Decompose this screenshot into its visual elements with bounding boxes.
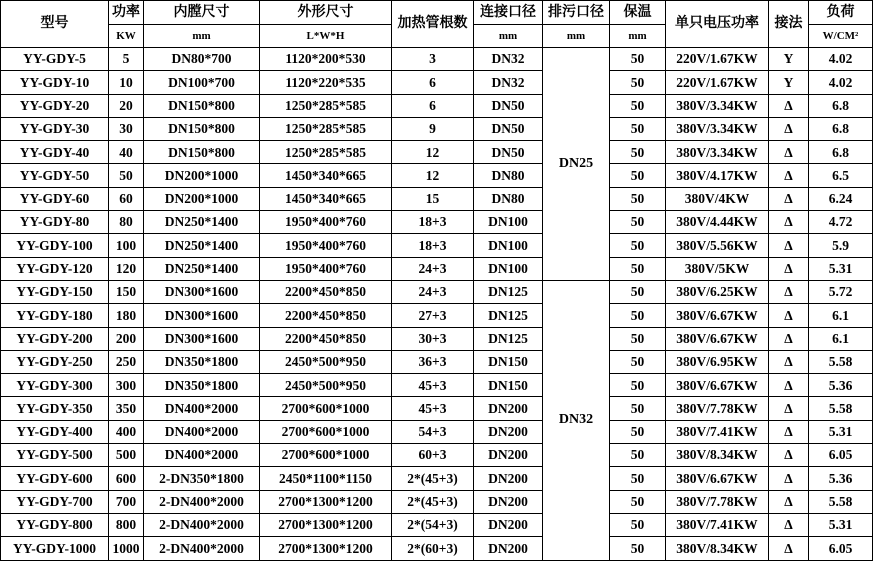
cell-tube-count: 3 xyxy=(392,48,474,71)
cell-tube-count: 18+3 xyxy=(392,211,474,234)
cell-load: 4.02 xyxy=(809,71,873,94)
cell-conn-size: DN80 xyxy=(474,187,543,210)
cell-load: 6.5 xyxy=(809,164,873,187)
cell-tube-count: 45+3 xyxy=(392,374,474,397)
cell-outer-size: 2700*1300*1200 xyxy=(260,513,392,536)
cell-power: 200 xyxy=(109,327,144,350)
cell-tube-count: 2*(54+3) xyxy=(392,513,474,536)
cell-unit-voltage-power: 380V/8.34KW xyxy=(666,537,769,560)
cell-load: 5.58 xyxy=(809,490,873,513)
cell-conn-size: DN50 xyxy=(474,94,543,117)
cell-load: 6.1 xyxy=(809,304,873,327)
cell-model: YY-GDY-100 xyxy=(1,234,109,257)
table-row xyxy=(1,537,873,560)
cell-power: 500 xyxy=(109,444,144,467)
table-row xyxy=(1,350,873,373)
cell-load: 5.31 xyxy=(809,420,873,443)
cell-conn-size: DN150 xyxy=(474,350,543,373)
cell-load: 5.31 xyxy=(809,257,873,280)
cell-load: 6.8 xyxy=(809,141,873,164)
cell-wiring: Δ xyxy=(769,374,809,397)
header-load: 负荷 xyxy=(809,1,873,25)
cell-unit-voltage-power: 380V/6.25KW xyxy=(666,280,769,303)
cell-outer-size: 2700*600*1000 xyxy=(260,444,392,467)
cell-insulation: 50 xyxy=(610,490,666,513)
cell-insulation: 50 xyxy=(610,187,666,210)
table-row xyxy=(1,397,873,420)
cell-insulation: 50 xyxy=(610,117,666,140)
cell-load: 5.9 xyxy=(809,234,873,257)
cell-unit-voltage-power: 380V/7.78KW xyxy=(666,490,769,513)
cell-outer-size: 2450*500*950 xyxy=(260,374,392,397)
cell-power: 60 xyxy=(109,187,144,210)
cell-tube-count: 24+3 xyxy=(392,257,474,280)
cell-model: YY-GDY-10 xyxy=(1,71,109,94)
cell-outer-size: 1950*400*760 xyxy=(260,234,392,257)
cell-load: 5.58 xyxy=(809,397,873,420)
cell-inner-size: DN350*1800 xyxy=(144,374,260,397)
table-row xyxy=(1,490,873,513)
cell-tube-count: 36+3 xyxy=(392,350,474,373)
cell-power: 30 xyxy=(109,117,144,140)
cell-wiring: Δ xyxy=(769,444,809,467)
cell-conn-size: DN200 xyxy=(474,420,543,443)
cell-model: YY-GDY-500 xyxy=(1,444,109,467)
cell-load: 6.05 xyxy=(809,537,873,560)
cell-wiring: Δ xyxy=(769,350,809,373)
header-model: 型号 xyxy=(1,1,109,48)
cell-power: 300 xyxy=(109,374,144,397)
table-row xyxy=(1,444,873,467)
cell-model: YY-GDY-250 xyxy=(1,350,109,373)
cell-tube-count: 2*(45+3) xyxy=(392,467,474,490)
cell-power: 40 xyxy=(109,141,144,164)
header-insul: 保温 xyxy=(610,1,666,25)
cell-power: 20 xyxy=(109,94,144,117)
cell-load: 5.36 xyxy=(809,374,873,397)
header-tubes: 加热管根数 xyxy=(392,1,474,48)
unit-conn: mm xyxy=(474,25,543,48)
cell-power: 600 xyxy=(109,467,144,490)
cell-tube-count: 2*(60+3) xyxy=(392,537,474,560)
cell-model: YY-GDY-1000 xyxy=(1,537,109,560)
cell-wiring: Δ xyxy=(769,257,809,280)
cell-inner-size: DN250*1400 xyxy=(144,257,260,280)
cell-insulation: 50 xyxy=(610,374,666,397)
cell-wiring: Δ xyxy=(769,164,809,187)
cell-insulation: 50 xyxy=(610,420,666,443)
cell-outer-size: 2700*1300*1200 xyxy=(260,490,392,513)
header-drain: 排污口径 xyxy=(543,1,610,25)
cell-power: 5 xyxy=(109,48,144,71)
cell-insulation: 50 xyxy=(610,234,666,257)
cell-outer-size: 1120*220*535 xyxy=(260,71,392,94)
cell-outer-size: 2200*450*850 xyxy=(260,280,392,303)
cell-unit-voltage-power: 380V/4.17KW xyxy=(666,164,769,187)
cell-unit-voltage-power: 380V/6.67KW xyxy=(666,304,769,327)
cell-unit-voltage-power: 380V/5KW xyxy=(666,257,769,280)
cell-insulation: 50 xyxy=(610,327,666,350)
cell-wiring: Δ xyxy=(769,397,809,420)
cell-unit-voltage-power: 380V/6.67KW xyxy=(666,467,769,490)
cell-model: YY-GDY-150 xyxy=(1,280,109,303)
cell-load: 5.36 xyxy=(809,467,873,490)
cell-insulation: 50 xyxy=(610,444,666,467)
table-row xyxy=(1,71,873,94)
cell-unit-voltage-power: 220V/1.67KW xyxy=(666,48,769,71)
cell-insulation: 50 xyxy=(610,513,666,536)
cell-power: 80 xyxy=(109,211,144,234)
cell-model: YY-GDY-60 xyxy=(1,187,109,210)
cell-model: YY-GDY-50 xyxy=(1,164,109,187)
cell-insulation: 50 xyxy=(610,304,666,327)
cell-tube-count: 54+3 xyxy=(392,420,474,443)
cell-inner-size: DN300*1600 xyxy=(144,280,260,303)
cell-model: YY-GDY-5 xyxy=(1,48,109,71)
cell-load: 4.72 xyxy=(809,211,873,234)
cell-wiring: Δ xyxy=(769,304,809,327)
cell-conn-size: DN50 xyxy=(474,141,543,164)
table-body xyxy=(1,48,873,561)
table-row xyxy=(1,304,873,327)
cell-conn-size: DN100 xyxy=(474,211,543,234)
table-row xyxy=(1,48,873,71)
cell-wiring: Δ xyxy=(769,327,809,350)
cell-insulation: 50 xyxy=(610,397,666,420)
cell-power: 180 xyxy=(109,304,144,327)
cell-power: 1000 xyxy=(109,537,144,560)
cell-conn-size: DN125 xyxy=(474,327,543,350)
cell-power: 250 xyxy=(109,350,144,373)
cell-wiring: Y xyxy=(769,48,809,71)
cell-load: 5.31 xyxy=(809,513,873,536)
cell-power: 50 xyxy=(109,164,144,187)
cell-inner-size: 2-DN400*2000 xyxy=(144,490,260,513)
unit-power: KW xyxy=(109,25,144,48)
cell-conn-size: DN200 xyxy=(474,513,543,536)
cell-inner-size: DN250*1400 xyxy=(144,211,260,234)
table-row xyxy=(1,211,873,234)
cell-unit-voltage-power: 380V/6.67KW xyxy=(666,374,769,397)
cell-unit-voltage-power: 220V/1.67KW xyxy=(666,71,769,94)
cell-outer-size: 1950*400*760 xyxy=(260,211,392,234)
unit-load: W/CM² xyxy=(809,25,873,48)
cell-outer-size: 1450*340*665 xyxy=(260,164,392,187)
header-power: 功率 xyxy=(109,1,144,25)
cell-inner-size: DN400*2000 xyxy=(144,444,260,467)
cell-inner-size: DN350*1800 xyxy=(144,350,260,373)
cell-outer-size: 1250*285*585 xyxy=(260,117,392,140)
cell-insulation: 50 xyxy=(610,257,666,280)
cell-model: YY-GDY-30 xyxy=(1,117,109,140)
cell-power: 100 xyxy=(109,234,144,257)
cell-wiring: Δ xyxy=(769,280,809,303)
cell-wiring: Δ xyxy=(769,490,809,513)
table-row xyxy=(1,374,873,397)
cell-model: YY-GDY-800 xyxy=(1,513,109,536)
cell-inner-size: DN150*800 xyxy=(144,117,260,140)
cell-unit-voltage-power: 380V/7.41KW xyxy=(666,513,769,536)
cell-wiring: Δ xyxy=(769,420,809,443)
cell-inner-size: DN150*800 xyxy=(144,141,260,164)
cell-conn-size: DN125 xyxy=(474,304,543,327)
cell-conn-size: DN200 xyxy=(474,537,543,560)
cell-outer-size: 1450*340*665 xyxy=(260,187,392,210)
unit-inner: mm xyxy=(144,25,260,48)
cell-drain-size: DN32 xyxy=(543,280,610,560)
cell-load: 6.24 xyxy=(809,187,873,210)
cell-insulation: 50 xyxy=(610,94,666,117)
cell-unit-voltage-power: 380V/5.56KW xyxy=(666,234,769,257)
cell-drain-size: DN25 xyxy=(543,48,610,281)
unit-drain: mm xyxy=(543,25,610,48)
cell-inner-size: DN200*1000 xyxy=(144,164,260,187)
table-row xyxy=(1,164,873,187)
cell-wiring: Δ xyxy=(769,211,809,234)
cell-unit-voltage-power: 380V/6.67KW xyxy=(666,327,769,350)
cell-model: YY-GDY-400 xyxy=(1,420,109,443)
cell-wiring: Δ xyxy=(769,94,809,117)
cell-wiring: Δ xyxy=(769,513,809,536)
cell-wiring: Δ xyxy=(769,141,809,164)
header-inner: 内膛尺寸 xyxy=(144,1,260,25)
table-row xyxy=(1,467,873,490)
cell-inner-size: DN400*2000 xyxy=(144,420,260,443)
cell-conn-size: DN80 xyxy=(474,164,543,187)
cell-outer-size: 2200*450*850 xyxy=(260,304,392,327)
cell-model: YY-GDY-20 xyxy=(1,94,109,117)
cell-inner-size: DN300*1600 xyxy=(144,327,260,350)
cell-conn-size: DN150 xyxy=(474,374,543,397)
cell-inner-size: 2-DN400*2000 xyxy=(144,537,260,560)
table-row xyxy=(1,234,873,257)
cell-model: YY-GDY-120 xyxy=(1,257,109,280)
table-row xyxy=(1,280,873,303)
cell-power: 350 xyxy=(109,397,144,420)
cell-insulation: 50 xyxy=(610,350,666,373)
cell-unit-voltage-power: 380V/3.34KW xyxy=(666,94,769,117)
cell-wiring: Δ xyxy=(769,537,809,560)
cell-insulation: 50 xyxy=(610,280,666,303)
cell-tube-count: 15 xyxy=(392,187,474,210)
cell-model: YY-GDY-600 xyxy=(1,467,109,490)
cell-unit-voltage-power: 380V/7.41KW xyxy=(666,420,769,443)
table-row xyxy=(1,257,873,280)
cell-insulation: 50 xyxy=(610,211,666,234)
cell-tube-count: 24+3 xyxy=(392,280,474,303)
table-row xyxy=(1,513,873,536)
cell-load: 6.1 xyxy=(809,327,873,350)
table-row xyxy=(1,420,873,443)
cell-conn-size: DN125 xyxy=(474,280,543,303)
cell-unit-voltage-power: 380V/8.34KW xyxy=(666,444,769,467)
cell-inner-size: DN300*1600 xyxy=(144,304,260,327)
cell-outer-size: 2700*1300*1200 xyxy=(260,537,392,560)
cell-model: YY-GDY-40 xyxy=(1,141,109,164)
cell-wiring: Δ xyxy=(769,234,809,257)
cell-outer-size: 1250*285*585 xyxy=(260,94,392,117)
cell-tube-count: 2*(45+3) xyxy=(392,490,474,513)
header-conn: 连接口径 xyxy=(474,1,543,25)
cell-conn-size: DN200 xyxy=(474,397,543,420)
cell-outer-size: 1250*285*585 xyxy=(260,141,392,164)
cell-inner-size: DN150*800 xyxy=(144,94,260,117)
cell-model: YY-GDY-350 xyxy=(1,397,109,420)
cell-conn-size: DN32 xyxy=(474,48,543,71)
table-row xyxy=(1,327,873,350)
cell-unit-voltage-power: 380V/6.95KW xyxy=(666,350,769,373)
cell-tube-count: 12 xyxy=(392,141,474,164)
cell-unit-voltage-power: 380V/4KW xyxy=(666,187,769,210)
cell-insulation: 50 xyxy=(610,164,666,187)
cell-power: 700 xyxy=(109,490,144,513)
header-wiring: 接法 xyxy=(769,1,809,48)
cell-insulation: 50 xyxy=(610,71,666,94)
header-outer: 外形尺寸 xyxy=(260,1,392,25)
cell-insulation: 50 xyxy=(610,141,666,164)
cell-power: 150 xyxy=(109,280,144,303)
cell-model: YY-GDY-80 xyxy=(1,211,109,234)
cell-inner-size: DN200*1000 xyxy=(144,187,260,210)
cell-conn-size: DN200 xyxy=(474,490,543,513)
cell-unit-voltage-power: 380V/7.78KW xyxy=(666,397,769,420)
cell-outer-size: 2450*500*950 xyxy=(260,350,392,373)
cell-wiring: Δ xyxy=(769,467,809,490)
cell-unit-voltage-power: 380V/3.34KW xyxy=(666,117,769,140)
cell-power: 10 xyxy=(109,71,144,94)
cell-tube-count: 12 xyxy=(392,164,474,187)
cell-power: 800 xyxy=(109,513,144,536)
cell-inner-size: DN80*700 xyxy=(144,48,260,71)
cell-conn-size: DN200 xyxy=(474,467,543,490)
cell-tube-count: 9 xyxy=(392,117,474,140)
cell-tube-count: 27+3 xyxy=(392,304,474,327)
table-row xyxy=(1,187,873,210)
cell-load: 6.05 xyxy=(809,444,873,467)
table-row xyxy=(1,141,873,164)
cell-load: 4.02 xyxy=(809,48,873,71)
cell-power: 120 xyxy=(109,257,144,280)
cell-wiring: Δ xyxy=(769,117,809,140)
header-unit: 单只电压功率 xyxy=(666,1,769,48)
cell-outer-size: 2700*600*1000 xyxy=(260,397,392,420)
cell-tube-count: 18+3 xyxy=(392,234,474,257)
cell-conn-size: DN50 xyxy=(474,117,543,140)
cell-tube-count: 60+3 xyxy=(392,444,474,467)
cell-conn-size: DN200 xyxy=(474,444,543,467)
cell-tube-count: 45+3 xyxy=(392,397,474,420)
cell-insulation: 50 xyxy=(610,467,666,490)
cell-load: 6.8 xyxy=(809,94,873,117)
unit-insul: mm xyxy=(610,25,666,48)
cell-conn-size: DN32 xyxy=(474,71,543,94)
cell-tube-count: 6 xyxy=(392,71,474,94)
cell-model: YY-GDY-300 xyxy=(1,374,109,397)
cell-outer-size: 2200*450*850 xyxy=(260,327,392,350)
cell-load: 6.8 xyxy=(809,117,873,140)
cell-tube-count: 6 xyxy=(392,94,474,117)
cell-inner-size: 2-DN400*2000 xyxy=(144,513,260,536)
cell-insulation: 50 xyxy=(610,48,666,71)
cell-unit-voltage-power: 380V/3.34KW xyxy=(666,141,769,164)
cell-conn-size: DN100 xyxy=(474,234,543,257)
cell-model: YY-GDY-180 xyxy=(1,304,109,327)
cell-wiring: Δ xyxy=(769,187,809,210)
cell-power: 400 xyxy=(109,420,144,443)
unit-outer: L*W*H xyxy=(260,25,392,48)
cell-inner-size: DN400*2000 xyxy=(144,397,260,420)
cell-model: YY-GDY-200 xyxy=(1,327,109,350)
cell-unit-voltage-power: 380V/4.44KW xyxy=(666,211,769,234)
cell-outer-size: 1950*400*760 xyxy=(260,257,392,280)
cell-conn-size: DN100 xyxy=(474,257,543,280)
cell-load: 5.58 xyxy=(809,350,873,373)
cell-tube-count: 30+3 xyxy=(392,327,474,350)
cell-model: YY-GDY-700 xyxy=(1,490,109,513)
cell-outer-size: 2450*1100*1150 xyxy=(260,467,392,490)
cell-inner-size: DN250*1400 xyxy=(144,234,260,257)
table-row xyxy=(1,94,873,117)
cell-outer-size: 1120*200*530 xyxy=(260,48,392,71)
cell-insulation: 50 xyxy=(610,537,666,560)
cell-wiring: Y xyxy=(769,71,809,94)
cell-outer-size: 2700*600*1000 xyxy=(260,420,392,443)
table-row xyxy=(1,117,873,140)
cell-load: 5.72 xyxy=(809,280,873,303)
cell-inner-size: 2-DN350*1800 xyxy=(144,467,260,490)
cell-inner-size: DN100*700 xyxy=(144,71,260,94)
